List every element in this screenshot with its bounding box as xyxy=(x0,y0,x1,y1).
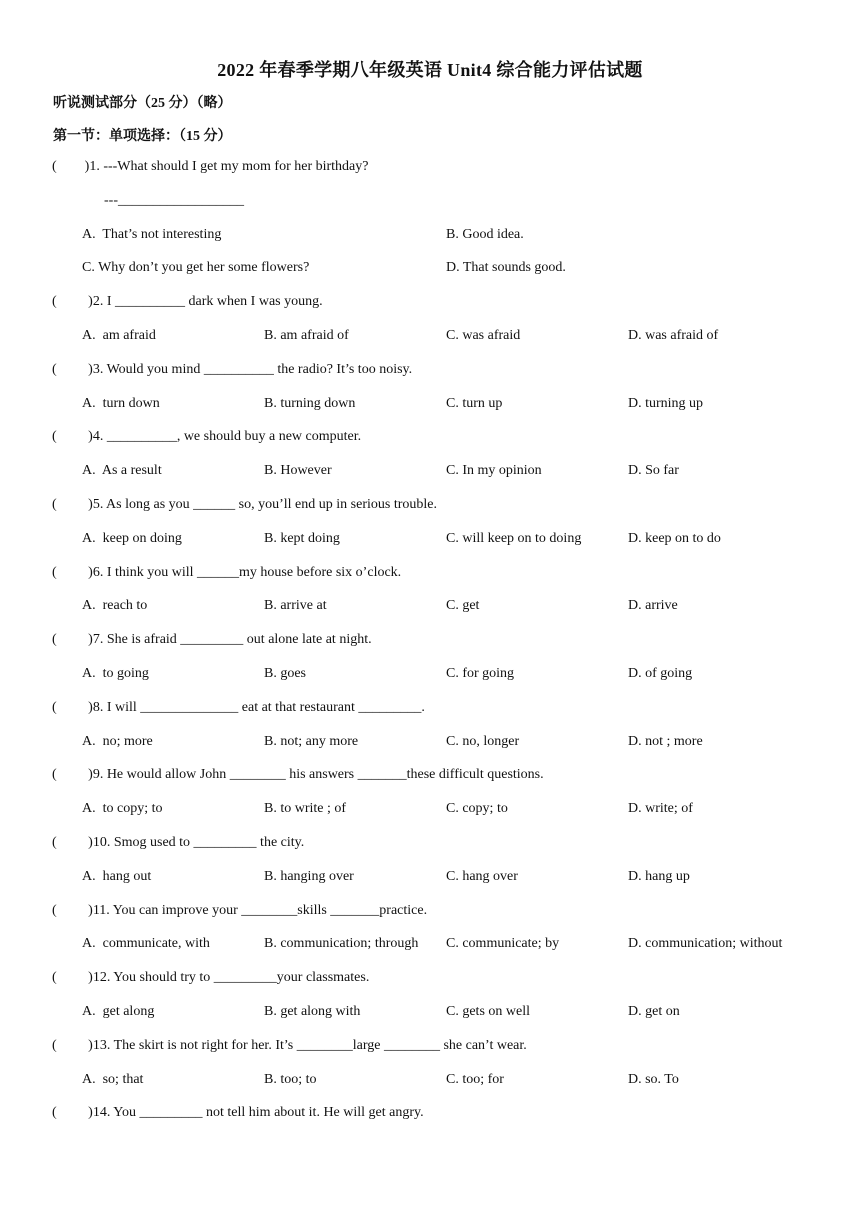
question-11-option-a: A. communicate, with xyxy=(82,936,210,951)
question-7-option-b: B. goes xyxy=(264,666,306,681)
section-one-heading: 第一节：单项选择：（15 分） xyxy=(53,129,232,144)
question-13-stem: ( )13. The skirt is not right for her. It’s ________large ________ she can’t wear. xyxy=(52,1038,527,1053)
question-10-option-a: A. hang out xyxy=(82,869,152,884)
question-11-option-d: D. communication; without xyxy=(628,936,783,951)
question-8-option-c: C. no, longer xyxy=(446,734,520,749)
question-7-option-a: A. to going xyxy=(82,666,149,681)
question-11-option-b: B. communication; through xyxy=(264,936,419,951)
question-11-option-c: C. communicate; by xyxy=(446,936,560,951)
question-2-option-a: A. am afraid xyxy=(82,328,156,343)
question-9-option-a: A. to copy; to xyxy=(82,801,163,816)
question-10-option-c: C. hang over xyxy=(446,869,518,884)
question-3-option-c: C. turn up xyxy=(446,396,503,411)
question-9-stem: ( )9. He would allow John ________ his answers _______these difficult questions. xyxy=(52,767,544,782)
question-3-option-a: A. turn down xyxy=(82,396,160,411)
section-listening: 听说测试部分（25 分）（略） xyxy=(53,96,232,111)
question-1-option-b: B. Good idea. xyxy=(446,227,524,242)
question-2-stem: ( )2. I __________ dark when I was young. xyxy=(52,294,323,309)
question-9-option-d: D. write; of xyxy=(628,801,693,816)
question-2-option-c: C. was afraid xyxy=(446,328,521,343)
question-1-stem: ( )1. ---What should I get my mom for her birthday? xyxy=(52,159,369,174)
question-5-option-d: D. keep on to do xyxy=(628,531,721,546)
question-5-option-c: C. will keep on to doing xyxy=(446,531,582,546)
question-12-option-b: B. get along with xyxy=(264,1004,361,1019)
question-7-stem: ( )7. She is afraid _________ out alone late at night. xyxy=(52,632,372,647)
question-4-option-b: B. However xyxy=(264,463,332,478)
question-10-option-b: B. hanging over xyxy=(264,869,354,884)
question-12-option-a: A. get along xyxy=(82,1004,155,1019)
question-6-stem: ( )6. I think you will ______my house before six o’clock. xyxy=(52,565,402,580)
question-8-option-a: A. no; more xyxy=(82,734,153,749)
question-1-option-d: D. That sounds good. xyxy=(446,260,566,275)
question-9-option-c: C. copy; to xyxy=(446,801,508,816)
question-8-stem: ( )8. I will ______________ eat at that restaurant _________. xyxy=(52,700,425,715)
question-3-option-d: D. turning up xyxy=(628,396,704,411)
question-8-option-d: D. not ; more xyxy=(628,734,703,749)
question-3-option-b: B. turning down xyxy=(264,396,356,411)
question-4-option-a: A. As a result xyxy=(82,463,162,478)
question-5-stem: ( )5. As long as you ______ so, you’ll end up in serious trouble. xyxy=(52,497,437,512)
question-4-option-c: C. In my opinion xyxy=(446,463,542,478)
question-12-option-d: D. get on xyxy=(628,1004,680,1019)
question-6-option-b: B. arrive at xyxy=(264,598,327,613)
question-11-stem: ( )11. You can improve your ________skills _______practice. xyxy=(52,903,428,918)
question-10-option-d: D. hang up xyxy=(628,869,690,884)
question-5-option-a: A. keep on doing xyxy=(82,531,182,546)
question-13-option-a: A. so; that xyxy=(82,1072,144,1087)
question-6-option-c: C. get xyxy=(446,598,480,613)
question-7-option-c: C. for going xyxy=(446,666,515,681)
question-6-option-d: D. arrive xyxy=(628,598,678,613)
question-6-option-a: A. reach to xyxy=(82,598,148,613)
question-2-option-b: B. am afraid of xyxy=(264,328,349,343)
question-1-answer-line: ---__________________ xyxy=(104,193,244,208)
page-title: 2022 年春季学期八年级英语 Unit4 综合能力评估试题 xyxy=(217,60,643,80)
question-5-option-b: B. kept doing xyxy=(264,531,340,546)
question-14-stem: ( )14. You _________ not tell him about it. He will get angry. xyxy=(52,1105,424,1120)
question-1-option-c: C. Why don’t you get her some flowers? xyxy=(82,260,310,275)
question-13-option-c: C. too; for xyxy=(446,1072,504,1087)
question-3-stem: ( )3. Would you mind __________ the radio? It’s too noisy. xyxy=(52,362,413,377)
question-1-option-a: A. That’s not interesting xyxy=(82,227,222,242)
question-8-option-b: B. not; any more xyxy=(264,734,359,749)
question-12-option-c: C. gets on well xyxy=(446,1004,530,1019)
question-12-stem: ( )12. You should try to _________your classmates. xyxy=(52,970,370,985)
question-10-stem: ( )10. Smog used to _________ the city. xyxy=(52,835,305,850)
question-4-stem: ( )4. __________, we should buy a new computer. xyxy=(52,429,362,444)
question-13-option-b: B. too; to xyxy=(264,1072,317,1087)
question-13-option-d: D. so. To xyxy=(628,1072,679,1087)
question-7-option-d: D. of going xyxy=(628,666,693,681)
question-4-option-d: D. So far xyxy=(628,463,679,478)
question-2-option-d: D. was afraid of xyxy=(628,328,719,343)
question-9-option-b: B. to write ; of xyxy=(264,801,347,816)
